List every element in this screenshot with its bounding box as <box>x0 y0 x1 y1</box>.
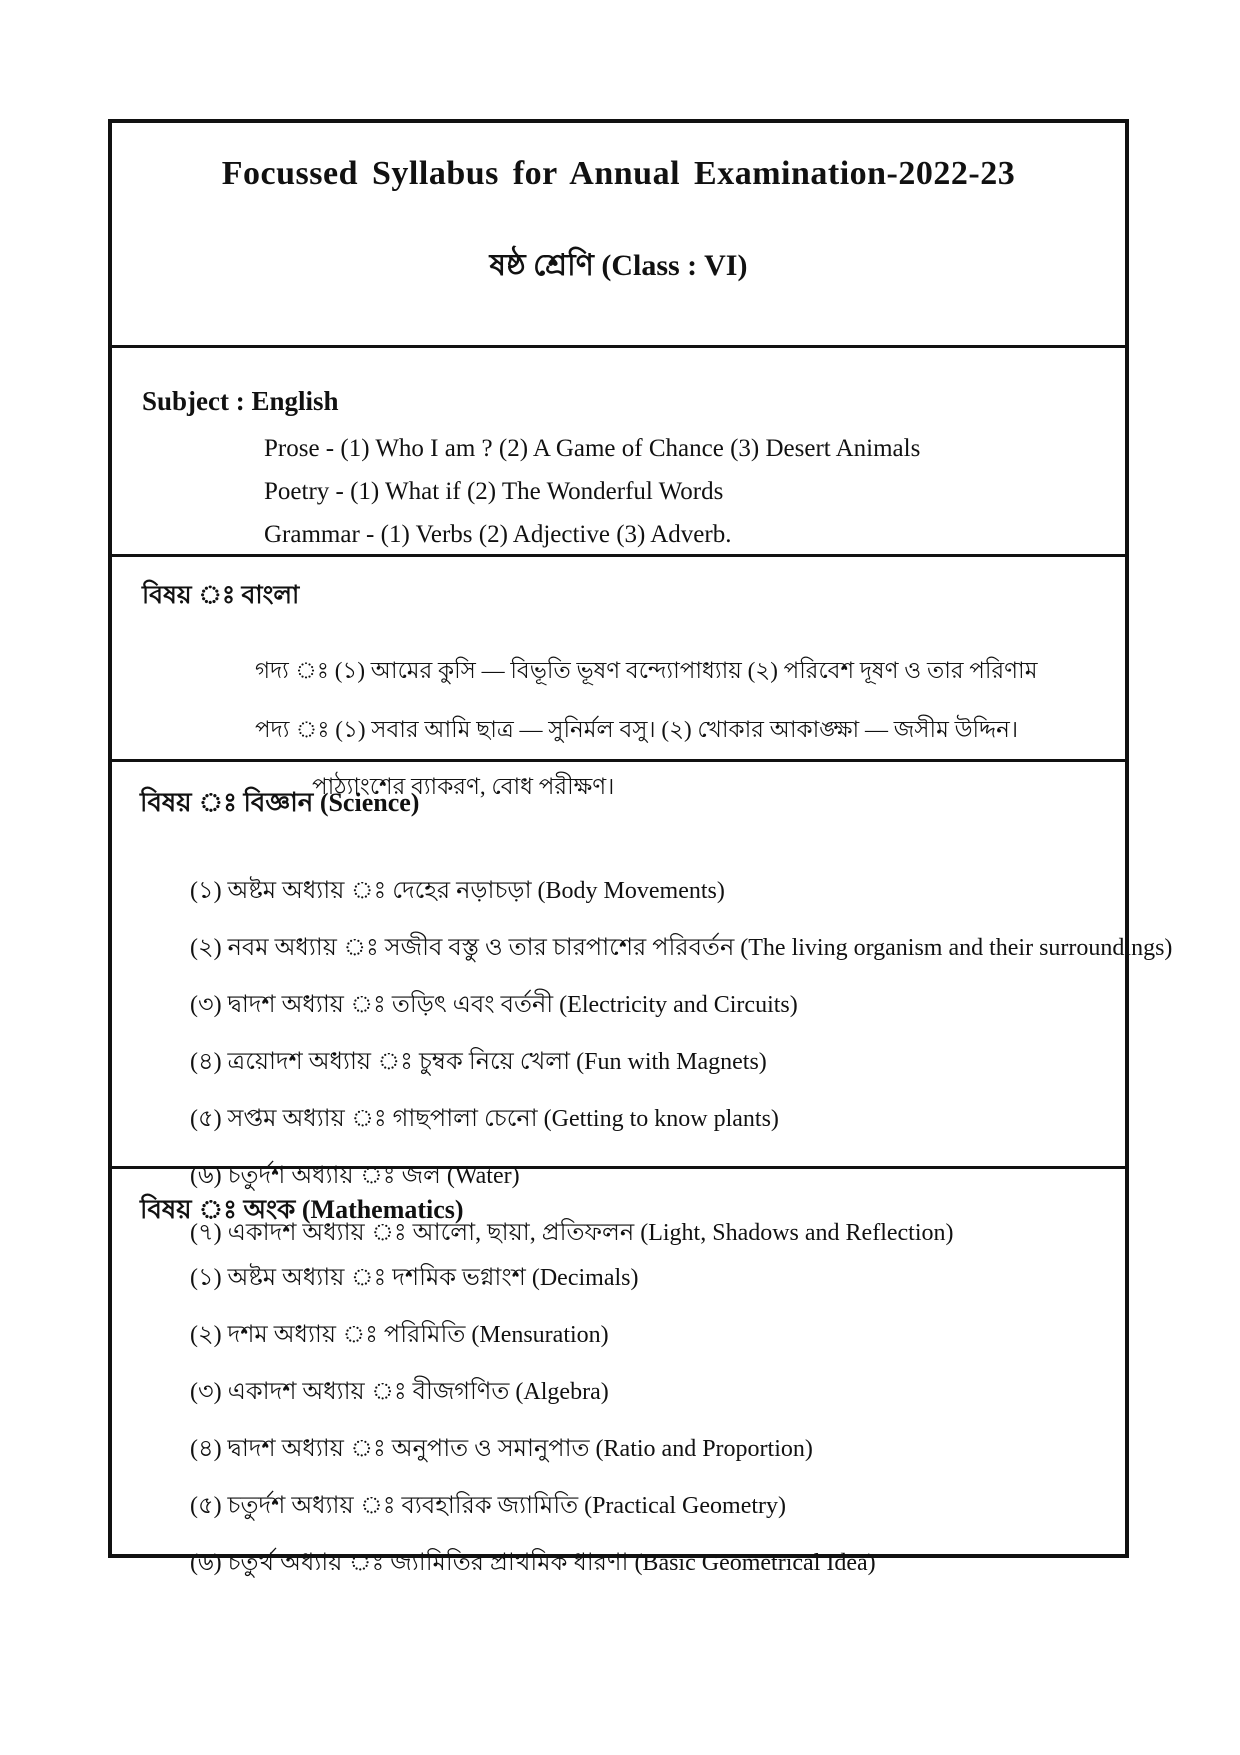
math-section <box>112 1166 1125 1576</box>
math-item: (৫) চতুর্দশ অধ্যায় ঃ ব্যবহারিক জ্যামিতি (Practical Geometry) <box>190 1493 786 1519</box>
syllabus-table <box>108 119 1173 1576</box>
english-grammar-line: Grammar - (1) Verbs (2) Adjective (3) Adverb. <box>264 521 732 548</box>
math-section-header: বিষয় ঃ অংক (Mathematics) <box>140 1195 464 1224</box>
science-item: (১) অষ্টম অধ্যায় ঃ দেহের নড়াচড়া (Body Movements) <box>190 878 725 904</box>
science-item: (৫) সপ্তম অধ্যায় ঃ গাছপালা চেনো (Getting to know plants) <box>190 1106 779 1132</box>
science-section-header: বিষয় ঃ বিজ্ঞান (Science) <box>140 788 420 817</box>
science-item: (৪) ত্রয়োদশ অধ্যায় ঃ চুম্বক নিয়ে খেলা (Fun with Magnets) <box>190 1049 767 1075</box>
science-item: (৭) একাদশ অধ্যায় ঃ আলো, ছায়া, প্রতিফলন (Light, Shadows and Reflection) <box>190 1220 954 1246</box>
science-item: (৬) চতুর্দশ অধ্যায় ঃ জল (Water) <box>190 1163 520 1189</box>
math-item: (২) দশম অধ্যায় ঃ পরিমিতি (Mensuration) <box>190 1322 609 1348</box>
english-poetry-line: Poetry - (1) What if (2) The Wonderful Words <box>264 478 724 505</box>
english-section <box>112 345 1125 554</box>
bangla-padya-line: পদ্য ঃ (১) সবার আমি ছাত্র — সুনির্মল বসু। (২) খোকার আকাঙ্ক্ষা — জসীম উদ্দিন। <box>255 717 1019 742</box>
science-item: (৩) দ্বাদশ অধ্যায় ঃ তড়িৎ এবং বর্তনী (Electricity and Circuits) <box>190 992 798 1018</box>
class-subtitle: ষষ্ঠ শ্রেণি (Class : VI) <box>489 249 748 282</box>
bangla-section-header: বিষয় ঃ বাংলা <box>142 582 300 609</box>
english-prose-line: Prose - (1) Who I am ? (2) A Game of Chance (3) Desert Animals <box>264 435 921 462</box>
bangla-grammar-line: পাঠ্যাংশের ব্যাকরণ, বোধ পরীক্ষণ। <box>312 774 615 799</box>
english-lines <box>264 435 1125 549</box>
math-item: (৬) চতুর্থ অধ্যায় ঃ জ্যামিতির প্রাথমিক ধারণা (Basic Geometrical Idea) <box>190 1550 876 1576</box>
title-section <box>112 155 1125 345</box>
math-item: (৩) একাদশ অধ্যায় ঃ বীজগণিত (Algebra) <box>190 1379 609 1405</box>
page-title: Focussed Syllabus for Annual Examination-2022-23 <box>221 155 1016 192</box>
math-item: (৪) দ্বাদশ অধ্যায় ঃ অনুপাত ও সমানুপাত (Ratio and Proportion) <box>190 1436 813 1462</box>
bangla-section <box>112 554 1125 799</box>
math-item: (১) অষ্টম অধ্যায় ঃ দশমিক ভগ্নাংশ (Decimals) <box>190 1265 639 1291</box>
bangla-gadya-line: গদ্য ঃ (১) আমের কুসি — বিভূতি ভূষণ বন্দ্যোপাধ্যায় (২) পরিবেশ দূষণ ও তার পরিণাম <box>255 658 1038 683</box>
science-item: (২) নবম অধ্যায় ঃ সজীব বস্তু ও তার চারপাশের পরিবর্তন (The living organism and their surroundings) <box>190 935 1173 961</box>
english-section-header: Subject : English <box>142 386 339 416</box>
math-items <box>190 1259 1125 1584</box>
